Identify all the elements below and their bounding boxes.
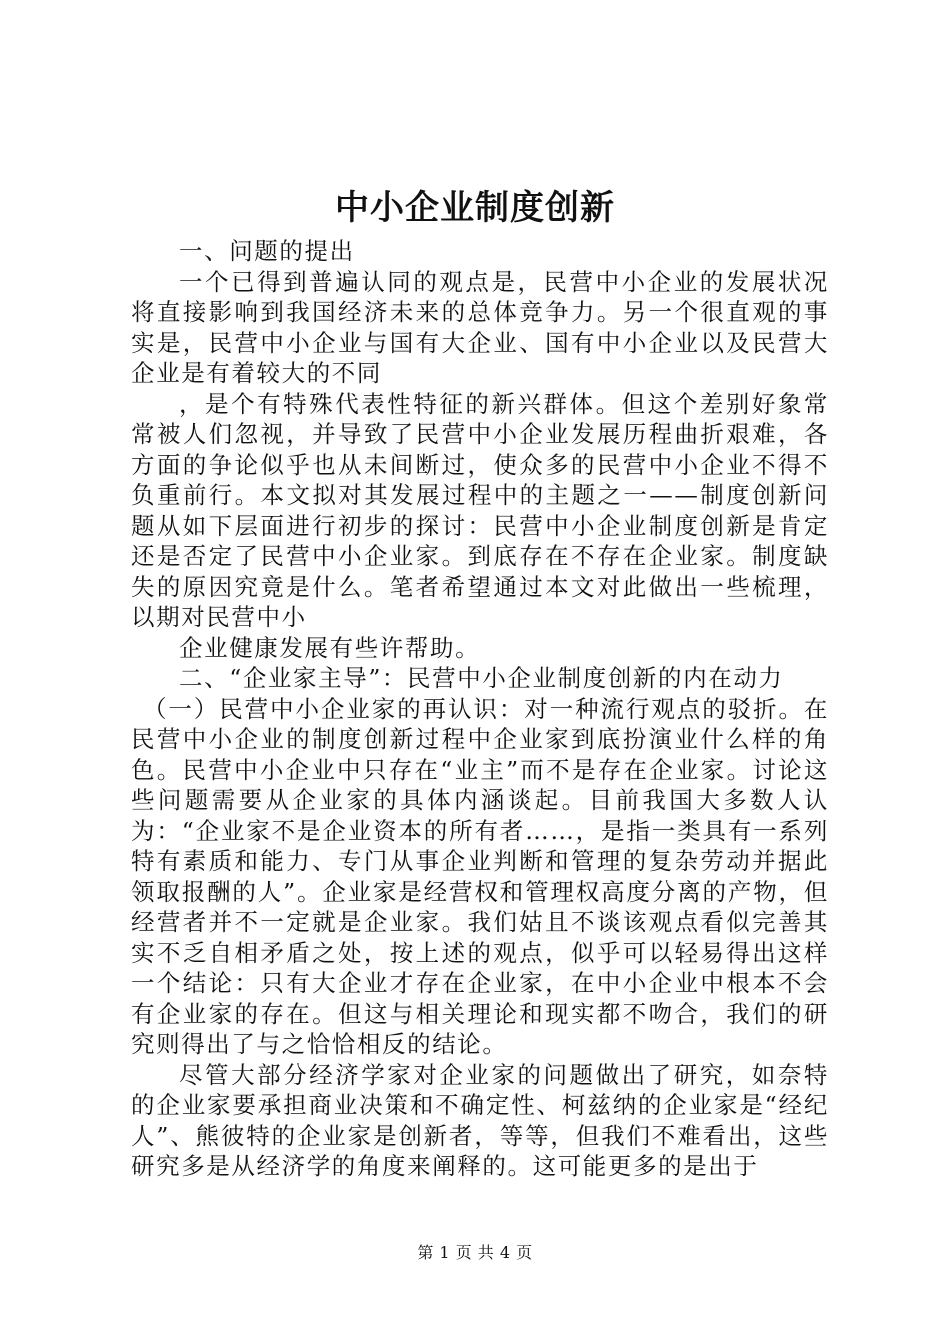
paragraph-5: 尽管大部分经济学家对企业家的问题做出了研究，如奈特的企业家要承担商业决策和不确定性、柯兹纳的企业家是“经纪人”、熊彼特的企业家是创新者，等等，但我们不难看出，这些研究多是从经济学的角度来阐释的。这可能更多的是出于 [131,1060,829,1180]
paragraph-2: ，是个有特殊代表性特征的新兴群体。但这个差别好象常常被人们忽视，并导致了民营中小企业发展历程曲折艰难，各方面的争论似乎也从未间断过，使众多的民营中小企业不得不负重前行。本文拟对其发展过程中的主题之一——制度创新问题从如下层面进行初步的探讨：民营中小企业制度创新是肯定还是否定了民营中小企业家。到底存在不存在企业家。制度缺失的原因究竟是什么。笔者希望通过本文对此做出一些梳理，以期对民营中小 [131,389,829,631]
page-footer: 第 1 页 共 4 页 [417,1243,533,1262]
paragraph-1: 一个已得到普遍认同的观点是，民营中小企业的发展状况将直接影响到我国经济未来的总体竞争力。另一个很直观的事实是，民营中小企业与国有大企业、国有中小企业以及民营大企业是有着较大的不同 [131,267,829,387]
paragraph-3: 企业健康发展有些许帮助。 [179,633,481,662]
section-heading-1: 一、问题的提出 [179,237,355,265]
paragraph-4: （一）民营中小企业家的再认识：对一种流行观点的驳折。在民营中小企业的制度创新过程中企业家到底扮演业什么样的角色。民营中小企业中只存在“业主”而不是存在企业家。讨论这些问题需要从企业家的具体内涵谈起。目前我国大多数人认为：“企业家不是企业资本的所有者……，是指一类具有一系列特有素质和能力、专门从事企业判断和管理的复杂劳动并据此领取报酬的人”。企业家是经营权和管理权高度分离的产物，但经营者并不一定就是企业家。我们姑且不谈该观点看似完善其实不乏自相矛盾之处，按上述的观点，似乎可以轻易得出这样一个结论：只有大企业才存在企业家，在中小企业中根本不会有企业家的存在。但这与相关理论和现实都不吻合，我们的研究则得出了与之恰恰相反的结论。 [131,694,829,1058]
document-title: 中小企业制度创新 [335,188,615,228]
section-heading-2: 二、“企业家主导”：民营中小企业制度创新的内在动力 [179,664,784,692]
document-body [131,236,829,1182]
